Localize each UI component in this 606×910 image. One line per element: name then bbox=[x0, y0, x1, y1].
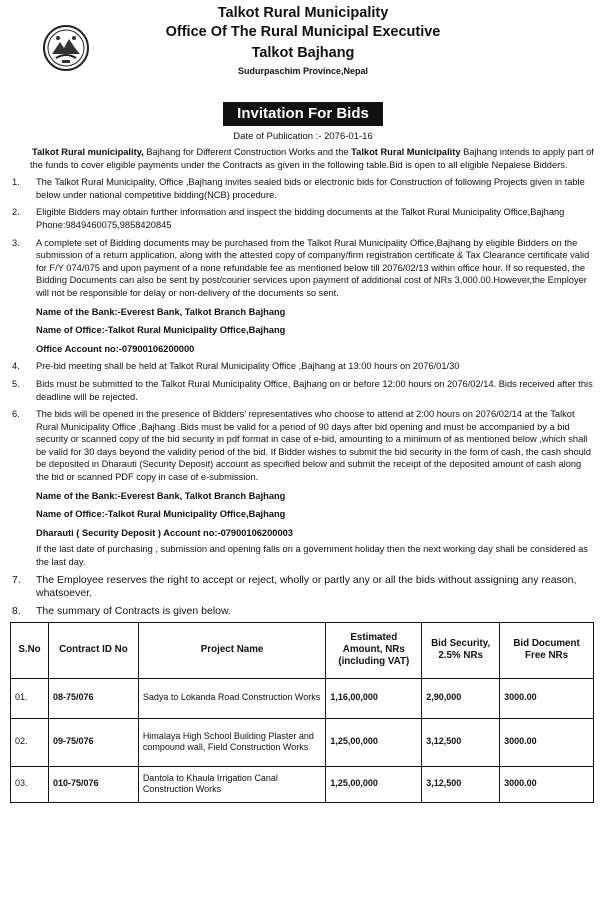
clause-4 bbox=[10, 360, 596, 373]
clause-number: 2. bbox=[12, 207, 20, 218]
clause-2 bbox=[10, 206, 596, 231]
clause-7 bbox=[10, 574, 596, 600]
cell-amount: 1,16,00,000 bbox=[326, 678, 422, 718]
office-name-1: Name of Office:-Talkot Rural Municipality Office,Bajhang bbox=[36, 325, 286, 336]
clause-text: The Employee reserves the right to accept or reject, wholly or partly any or all the bids without assigning any reason, whatsoever. bbox=[36, 573, 577, 599]
cell-fee: 3000.00 bbox=[500, 678, 594, 718]
cell-security: 2,90,000 bbox=[422, 678, 500, 718]
bank-name-1: Name of the Bank:-Everest Bank, Talkot Branch Bajhang bbox=[36, 306, 286, 317]
location-name: Talkot Bajhang bbox=[251, 45, 355, 61]
cell-contract-id: 08-75/076 bbox=[48, 678, 138, 718]
table-row bbox=[11, 678, 594, 718]
header-project-name: Project Name bbox=[138, 622, 326, 678]
clause-3 bbox=[10, 237, 596, 300]
clause-text: A complete set of Bidding documents may be purchased from the Talkot Rural Municipality Office,Bajhang by eligible Bidders on the submission of a return application, along with the attested copy of company/firm registration certificate & Tax Clearance certificate valid for F/Y 074/075 and upon payment of a none refundable fee as mentioned below till 2076/02/13 within office hour. If so requested, the Bidding Documents can also be sent by post/courier services upon payment of additional cost of NRs 3,000.00.However,the Employer will not be responsible for delay or non-delivery of the documents so sent. bbox=[36, 237, 590, 298]
table-row bbox=[11, 718, 594, 766]
table-row bbox=[11, 766, 594, 802]
cell-fee: 3000.00 bbox=[500, 718, 594, 766]
clause-text: Eligible Bidders may obtain further information and inspect the bidding documents at the Talkot Rural Municipality Office,Bajhang Phone:9849460075,9858420845 bbox=[36, 207, 565, 230]
clause-text: Pre-bid meeting shall be held at Talkot Rural Municipality Office ,Bajhang at 13:00 hours on 2076/01/30 bbox=[36, 361, 460, 372]
clause-text: The Talkot Rural Municipality, Office ,Bajhang invites sealed bids or electronic bids for Construction of following Projects given in table below under national competitive bidding(NCB) procedure. bbox=[36, 177, 585, 200]
clause-number: 3. bbox=[12, 237, 20, 248]
clause-1 bbox=[10, 176, 596, 201]
cell-fee: 3000.00 bbox=[500, 766, 594, 802]
clause-text: The bids will be opened in the presence of Bidders’ representatives who choose to attend at 2:00 hours on 2076/02/14 at the Talkot Rural Municipality Office ,Bajhang .Bids must be valid for a period of 90 days after bid opening and must be accompanied by a bid security or scanned copy of the bid security in pdf format in case of e-bid, amounting to a minimum of as mentioned below ,which shall be valid for 30 days beyond the validity period of the bid. If Bidder wishes to submit the bid security in the form of cash, the cash should be deposited in Dharauti (Security Deposit) account as specified below and submit the receipt of the deposited amount of cash along the bid or scanned PDF copy in case of e-submission. bbox=[36, 409, 592, 483]
province-name: Sudurpaschim Province,Nepal bbox=[237, 66, 369, 76]
cell-project-name: Dantola to Khaula Irrigation Canal Construction Works bbox=[138, 766, 326, 802]
municipality-name: Talkot Rural Municipality bbox=[217, 5, 389, 21]
cell-sno: 03. bbox=[11, 766, 49, 802]
intro-bold-2: Talkot Rural Municipality bbox=[351, 147, 461, 157]
cell-sno: 02. bbox=[11, 718, 49, 766]
cell-project-name: Himalaya High School Building Plaster and compound wall, Field Construction Works bbox=[138, 718, 326, 766]
clause-number: 7. bbox=[12, 573, 21, 586]
cell-contract-id: 09-75/076 bbox=[48, 718, 138, 766]
nepal-emblem-icon bbox=[42, 24, 90, 72]
holiday-note: If the last date of purchasing , submission and opening falls on a government holiday then the next working day shall be considered as the last day. bbox=[36, 544, 588, 568]
cell-security: 3,12,500 bbox=[422, 766, 500, 802]
cell-amount: 1,25,00,000 bbox=[326, 718, 422, 766]
clause-number: 4. bbox=[12, 361, 20, 372]
header-sno: S.No bbox=[11, 622, 49, 678]
intro-text-1: Bajhang for Different Construction Works and the bbox=[143, 147, 352, 157]
office-account-1: Office Account no:-07900106200000 bbox=[36, 343, 195, 354]
publication-date: Date of Publication :- 2076-01-16 bbox=[233, 131, 373, 142]
cell-amount: 1,25,00,000 bbox=[326, 766, 422, 802]
clause-6 bbox=[10, 408, 596, 484]
intro-bold-1: Talkot Rural municipality, bbox=[32, 147, 144, 157]
cell-sno: 01. bbox=[11, 678, 49, 718]
deposit-account: Dharauti ( Security Deposit ) Account no:-07900106200003 bbox=[36, 527, 293, 538]
table-header-row bbox=[11, 622, 594, 678]
header-bid-security: Bid Security, 2.5% NRs bbox=[422, 622, 500, 678]
intro-paragraph bbox=[30, 146, 596, 171]
office-name: Office Of The Rural Municipal Executive bbox=[165, 24, 441, 40]
clause-8 bbox=[10, 605, 596, 618]
clause-number: 5. bbox=[12, 378, 20, 389]
clause-text: The summary of Contracts is given below. bbox=[36, 604, 231, 617]
intro-text-2: Bajhang intends to apply part of the funds to cover eligible payments under the Contracts as given in the following table.Bid is open to all eligible Nepalese Bidders. bbox=[30, 147, 594, 170]
header-estimated-amount: Estimated Amount, NRs (including VAT) bbox=[326, 622, 422, 678]
bank-name-2: Name of the Bank:-Everest Bank, Talkot Branch Bajhang bbox=[36, 490, 286, 501]
clause-number: 6. bbox=[12, 409, 20, 420]
clause-number: 1. bbox=[12, 177, 20, 188]
contracts-table bbox=[10, 622, 594, 803]
header bbox=[10, 0, 596, 100]
cell-project-name: Sadya to Lokanda Road Construction Works bbox=[138, 678, 326, 718]
clause-text: Bids must be submitted to the Talkot Rural Municipality Office, Bajhang on or before 12:00 hours on 2076/02/14. Bids received after this deadline will be rejected. bbox=[36, 378, 593, 402]
office-name-2: Name of Office:-Talkot Rural Municipality Office,Bajhang bbox=[36, 509, 286, 520]
cell-security: 3,12,500 bbox=[422, 718, 500, 766]
header-contract-id: Contract ID No bbox=[48, 622, 138, 678]
clause-5 bbox=[10, 378, 596, 403]
cell-contract-id: 010-75/076 bbox=[48, 766, 138, 802]
notice-title: Invitation For Bids bbox=[223, 102, 383, 126]
clause-number: 8. bbox=[12, 604, 21, 617]
header-bid-fee: Bid Document Free NRs bbox=[500, 622, 594, 678]
